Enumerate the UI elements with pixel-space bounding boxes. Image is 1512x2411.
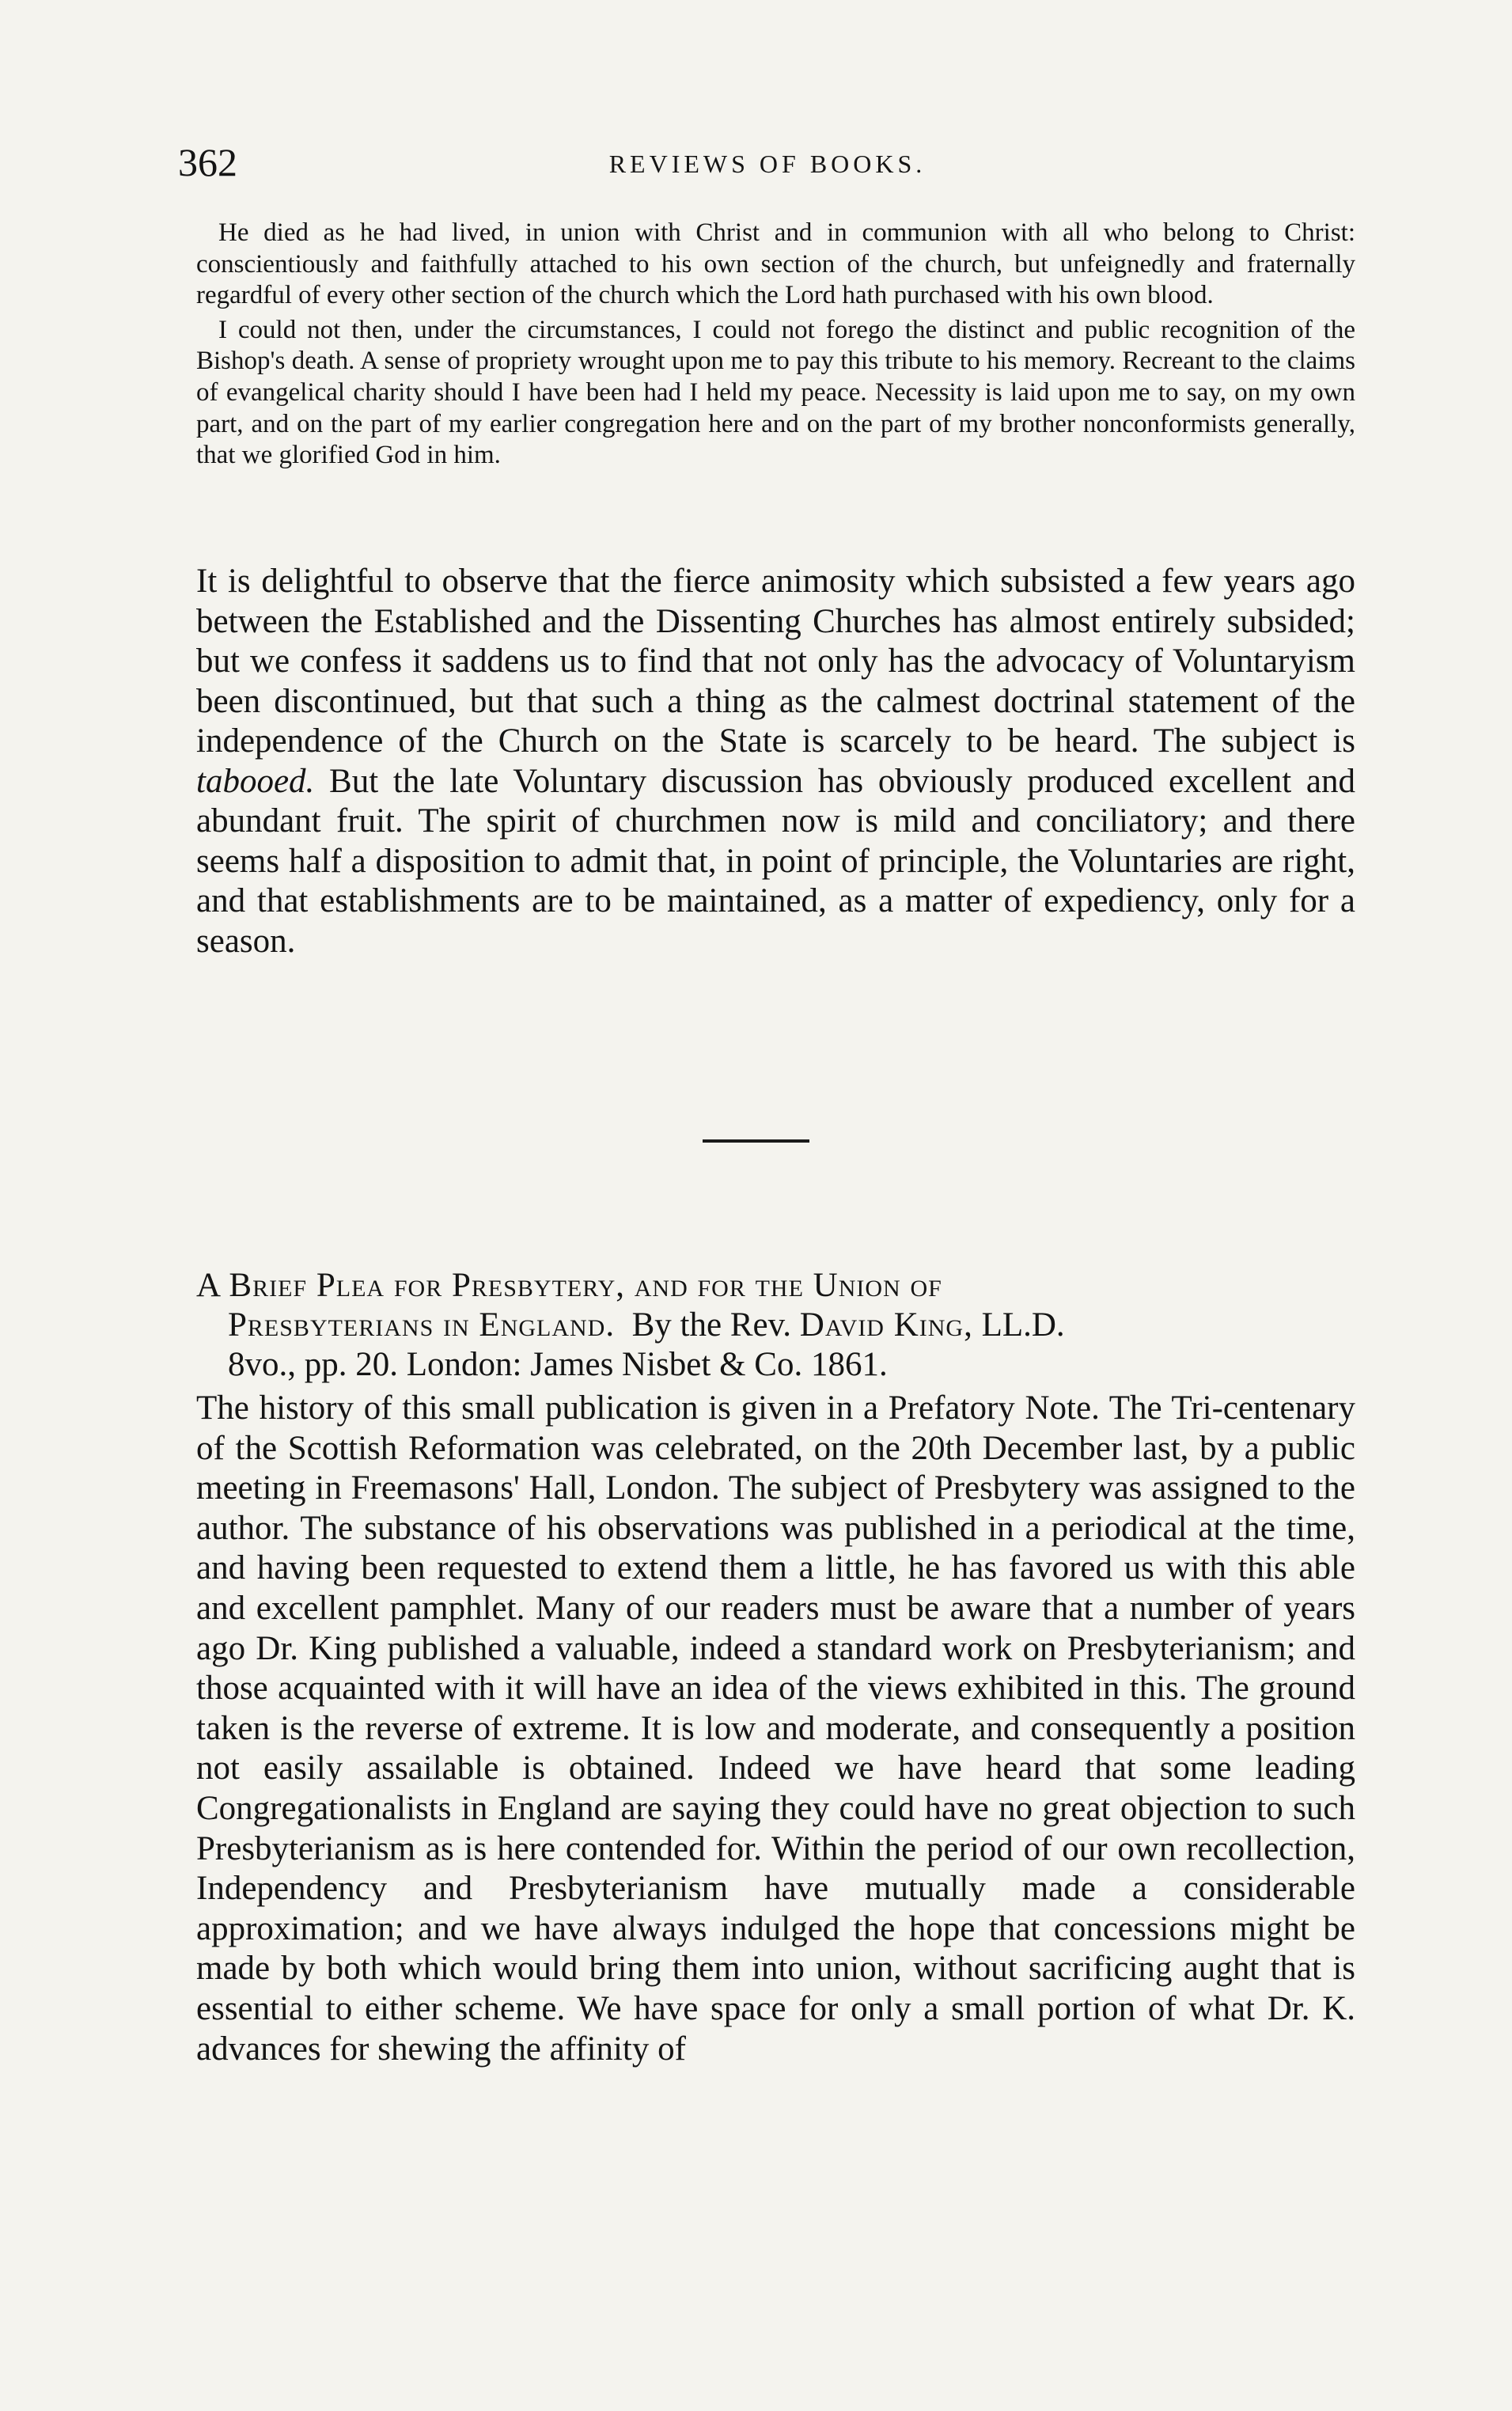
review-title-text-cont: Presbyterians in England. — [228, 1306, 616, 1344]
body-paragraph — [196, 562, 1355, 961]
review-author: David King, — [799, 1306, 973, 1344]
review-title-line-2 — [196, 1306, 1355, 1345]
review-heading — [196, 1266, 1355, 1385]
review-imprint: 8vo., pp. 20. London: James Nisbet & Co. 1861. — [228, 1346, 888, 1383]
review-by: By the Rev. — [631, 1306, 792, 1344]
quote-paragraph: He died as he had lived, in union with Christ and in communion with all who belong to Christ: conscientiously and faithfully attached to his own section of the church, but unfeignedly and fraternally regardful of every other section of the church which the Lord hath purchased with his own blood. — [196, 218, 1355, 310]
review-title-line-1 — [196, 1266, 1355, 1306]
running-head: REVIEWS OF BOOKS. — [608, 150, 927, 178]
quoted-extract — [196, 218, 1355, 472]
page-number: 362 — [178, 140, 237, 184]
section-divider — [703, 1139, 809, 1143]
review-title-text: A Brief Plea for Presbytery, and for the Union of — [196, 1267, 942, 1304]
body-text-end: But the late Voluntary discussion has obviously produced excellent and abundant fruit. The spirit of churchmen now is mild and conciliatory; and there seems half a disposition to admit that, in point of principle, the Voluntaries are right, and that establishments are to be maintained, as a matter of expediency, only for a season. — [196, 762, 1355, 960]
review-degree: LL.D. — [981, 1306, 1065, 1344]
page-header — [178, 138, 1357, 194]
body-text — [196, 562, 1355, 961]
review-body — [196, 1389, 1355, 2069]
review-paragraph: The history of this small publication is given in a Prefatory Note. The Tri-centenary of the Scottish Reformation was celebrated, on the 20th December last, by a public meeting in Freemasons' Hall, London. The subject of Presbytery was assigned to the author. The substance of his observations was published in a periodical at the time, and having been requested to extend them a little, he has favored us with this able and excellent pamphlet. Many of our readers must be aware that a number of years ago Dr. King published a valuable, indeed a standard work on Presbyterianism; and those acquainted with it will have an idea of the views exhibited in this. The ground taken is the reverse of extreme. It is low and moderate, and consequently a position not easily assailable is obtained. Indeed we have heard that some leading Congregationalists in England are saying they could have no great objection to such Presbyterianism as is here contended for. Within the period of our own recollection, Independency and Presbyterianism have mutually made a considerable approximation; and we have always indulged the hope that concessions might be made by both which would bring them into union, without sacrificing aught that is essential to either scheme. We have space for only a small portion of what Dr. K. advances for shewing the affinity of — [196, 1389, 1355, 2068]
italic-word: tabooed. — [196, 762, 315, 800]
quote-paragraph: I could not then, under the circumstances, I could not forego the distinct and public recognition of the Bishop's death. A sense of propriety wrought upon me to pay this tribute to his memory. Recreant to the claims of evangelical charity should I have been had I held my peace. Necessity is laid upon me to say, on my own part, and on the part of my earlier congregation here and on the part of my brother nonconformists generally, that we glorified God in him. — [196, 315, 1355, 470]
body-text-start: It is delightful to observe that the fierce animosity which subsisted a few years ago between the Established and the Dissenting Churches has almost entirely subsided; but we confess it saddens us to find that not only has the advocacy of Voluntaryism been discontinued, but that such a thing as the calmest doctrinal statement of the independence of the Church on the State is scarcely to be heard. The subject is — [196, 563, 1355, 760]
